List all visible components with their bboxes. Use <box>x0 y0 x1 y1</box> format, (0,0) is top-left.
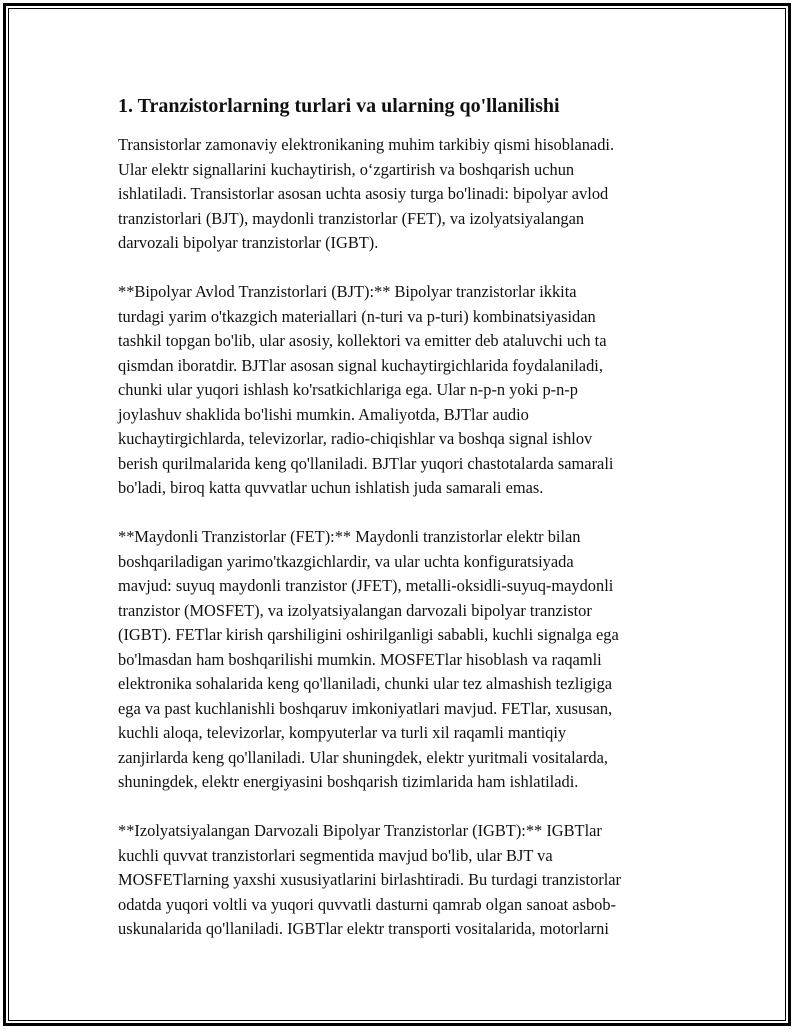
paragraph-igbt <box>118 819 688 942</box>
text-line: kuchaytirgichlarda, televizorlar, radio-chiqishlar va boshqa signal ishlov <box>118 429 593 448</box>
paragraph-intro <box>118 133 688 256</box>
text-line: shuningdek, elektr energiyasini boshqarish tizimlarida ham ishlatiladi. <box>118 772 579 791</box>
text-line: elektronika sohalarida keng qo'llaniladi, chunki ular tez almashish tezligiga <box>118 674 613 693</box>
text-line: MOSFETlarning yaxshi xususiyatlarini birlashtiradi. Bu turdagi tranzistorlar <box>118 870 622 889</box>
text-line: joylashuv shaklida bo'lishi mumkin. Amaliyotda, BJTlar audio <box>118 404 529 424</box>
paragraph-fet <box>118 525 688 795</box>
text-line: tranzistor (MOSFET), va izolyatsiyalangan darvozali bipolyar tranzistor <box>118 600 592 620</box>
document-title: 1. Tranzistorlarning turlari va ularning qo'llanilishi <box>118 95 560 117</box>
text-line: ega va past kuchlanishli boshqaruv imkoniyatlari mavjud. FETlar, xususan, <box>118 698 613 718</box>
document-body <box>118 93 688 966</box>
text-line: ishlatiladi. Transistorlar asosan uchta asosiy turga bo'linadi: bipolyar avlod <box>118 184 609 203</box>
text-line: uskunalarida qo'llaniladi. IGBTlar elektr transporti vositalarida, motorlarni <box>118 919 609 938</box>
text-line: Transistorlar zamonaviy elektronikaning muhim tarkibiy qismi hisoblanadi. <box>118 135 615 154</box>
text-line: mavjud: suyuq maydonli tranzistor (JFET), metalli-oksidli-suyuq-maydonli <box>118 576 614 595</box>
text-line: (IGBT). FETlar kirish qarshiligini oshirilganligi sababli, kuchli signalga ega <box>118 625 619 644</box>
text-line: tranzistorlari (BJT), maydonli tranzistorlar (FET), va izolyatsiyalangan <box>118 208 585 228</box>
text-line: bo'lmasdan ham boshqarilishi mumkin. MOSFETlar hisoblash va raqamli <box>118 649 602 669</box>
text-line: odatda yuqori voltli va yuqori quvvatli dasturni qamrab olgan sanoat asbob- <box>118 894 616 914</box>
text-line: **Izolyatsiyalangan Darvozali Bipolyar Tranzistorlar (IGBT):** IGBTlar <box>118 821 602 840</box>
text-line: **Maydonli Tranzistorlar (FET):** Maydonli tranzistorlar elektr bilan <box>118 527 581 546</box>
paragraph-bjt <box>118 280 688 501</box>
text-line: qismdan iboratdir. BJTlar asosan signal kuchaytirgichlarida foydalaniladi, <box>118 355 603 375</box>
text-line: turdagi yarim o'tkazgich materiallari (n-turi va p-turi) kombinatsiyasidan <box>118 306 596 326</box>
text-line: berish qurilmalarida keng qo'llaniladi. BJTlar yuqori chastotalarda samarali <box>118 453 614 473</box>
text-line: Ular elektr signallarini kuchaytirish, o‘zgartirish va boshqarish uchun <box>118 159 575 179</box>
text-line: chunki ular yuqori ishlash ko'rsatkichlariga ega. Ular n-p-n yoki p-n-p <box>118 380 578 399</box>
text-line: darvozali bipolyar tranzistorlar (IGBT). <box>118 233 379 252</box>
text-line: tashkil topgan bo'lib, ular asosiy, kollektori va emitter deb ataluvchi uch ta <box>118 331 607 350</box>
text-line: kuchli aloqa, televizorlar, kompyuterlar va turli xil raqamli mantiqiy <box>118 723 567 742</box>
text-line: boshqariladigan yarimo'tkazgichlardir, va ular uchta konfiguratsiyada <box>118 551 574 571</box>
text-line: zanjirlarda keng qo'llaniladi. Ular shuningdek, elektr yuritmali vositalarda, <box>118 747 608 767</box>
text-line: **Bipolyar Avlod Tranzistorlari (BJT):** Bipolyar tranzistorlar ikkita <box>118 282 577 301</box>
text-line: bo'ladi, biroq katta quvvatlar uchun ishlatish juda samarali emas. <box>118 478 544 497</box>
text-line: kuchli quvvat tranzistorlari segmentida mavjud bo'lib, ular BJT va <box>118 845 553 865</box>
